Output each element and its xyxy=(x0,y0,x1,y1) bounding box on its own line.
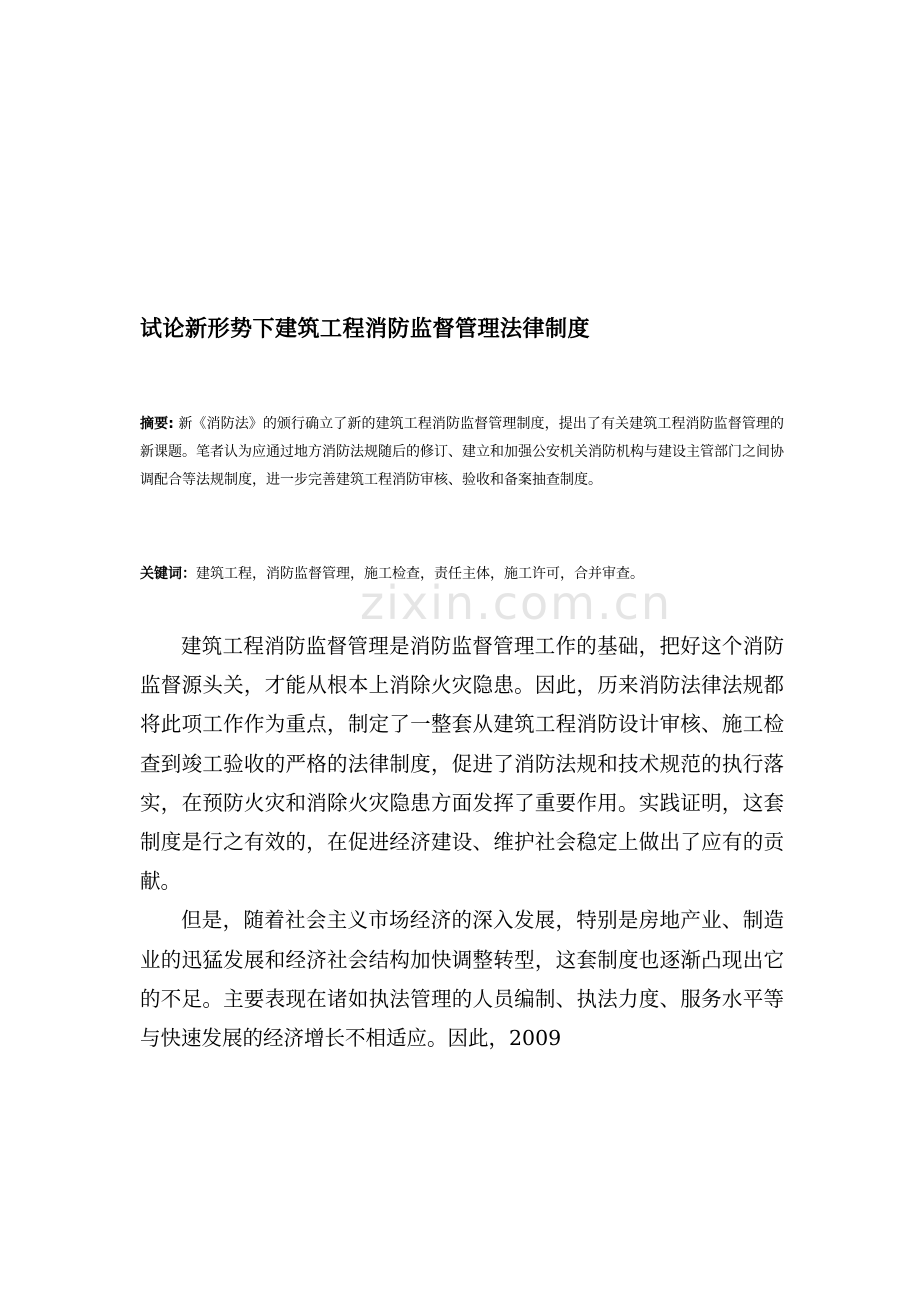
document-title: 试论新形势下建筑工程消防监督管理法律制度 xyxy=(140,317,591,342)
abstract xyxy=(140,410,784,494)
body-text xyxy=(140,627,784,1058)
body-paragraph-2: 但是，随着社会主义市场经济的深入发展，特别是房地产业、制造业的迅猛发展和经济社会结构加快调整转型，这套制度也逐渐凸现出它的不足。主要表现在诸如执法管理的人员编制、执法力度、服务水平等与快速发展的经济增长不相适应。因此，2009 xyxy=(140,908,784,1051)
keywords-label: 关键词 xyxy=(140,566,182,582)
watermark: zixin.com.cn xyxy=(360,576,673,630)
abstract-label: 摘要 xyxy=(140,416,169,432)
keywords-text: 建筑工程，消防监督管理，施工检查，责任主体，施工许可，合并审查。 xyxy=(196,566,644,582)
abstract-label-colon: : xyxy=(168,416,174,432)
body-paragraph-1: 建筑工程消防监督管理是消防监督管理工作的基础，把好这个消防监督源头关，才能从根本上消除火灾隐患。因此，历来消防法律法规都将此项工作作为重点，制定了一整套从建筑工程消防设计审核、施工检查到竣工验收的严格的法律制度，促进了消防法规和技术规范的执行落实，在预防火灾和消除火灾隐患方面发挥了重要作用。实践证明，这套制度是行之有效的，在促进经济建设、维护社会稳定上做出了应有的贡献。 xyxy=(140,634,784,894)
keywords-label-colon: ： xyxy=(182,566,196,582)
abstract-text: 新《消防法》的颁行确立了新的建筑工程消防监督管理制度，提出了有关建筑工程消防监督管理的新课题。笔者认为应通过地方消防法规随后的修订、建立和加强公安机关消防机构与建设主管部门之间协调配合等法规制度，进一步完善建筑工程消防审核、验收和备案抽查制度。 xyxy=(140,416,785,488)
